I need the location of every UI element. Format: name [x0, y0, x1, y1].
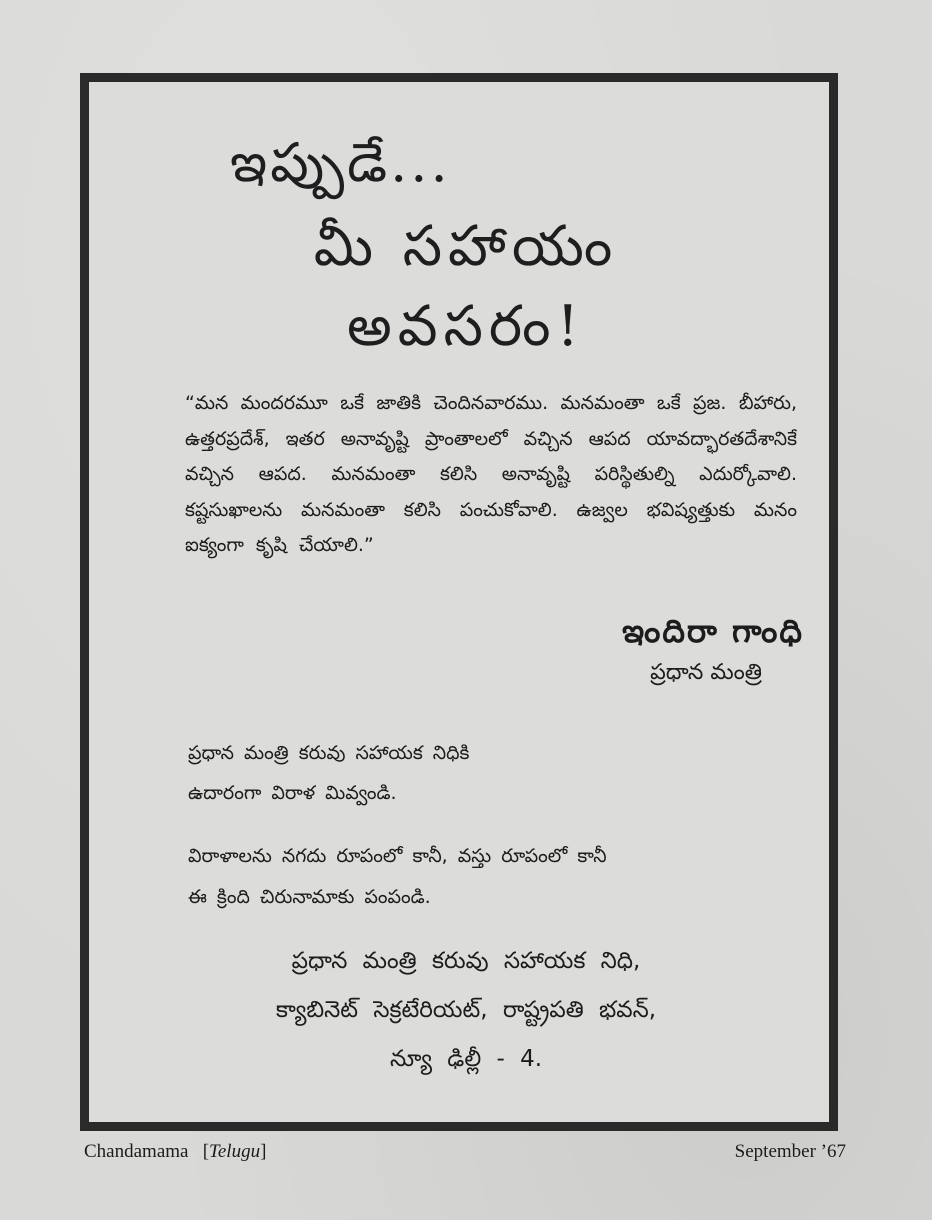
- address-line-1: ప్రధాన మంత్రి కరువు సహాయక నిధి,: [291, 948, 641, 974]
- magazine-name: Chandamama: [84, 1141, 189, 1162]
- signer-name: ఇందిరా గాంధి: [622, 612, 804, 650]
- appeal-line-3: విరాళాలను నగదు రూపంలో కానీ, వస్తు రూపంలో కానీ: [188, 845, 607, 867]
- edition-bracket-close: ]: [260, 1141, 267, 1162]
- headline-line-1: ఇప్పుడే...: [230, 131, 451, 194]
- edition-name: Telugu: [209, 1141, 261, 1162]
- appeal-line-4: ఈ క్రింది చిరునామాకు పంపండి.: [188, 886, 431, 908]
- headline-line-2: మీ సహాయం: [313, 214, 619, 279]
- appeal-line-2: ఉదారంగా విరాళ మివ్వండి.: [188, 782, 397, 804]
- quote-paragraph: “మన మందరమూ ఒకే జాతికి చెందినవారము. మనమంతా ఒకే ప్రజ. బీహారు, ఉత్తరప్రదేశ్, ఇతర అనావృష్టి ప్రాంతాలలో వచ్చిన ఆపద యావద్భారతదేశానికే వచ్చిన ఆపద. మనమంతా కలిసి అనావృష్టి పరిస్థితుల్ని ఎదుర్కోవాలి. కష్టసుఖాలను మనమంతా కలిసి పంచుకోవాలి. ఉజ్వల భవిష్యత్తుకు మనం ఐక్యంగా కృషి చేయాలి.”: [185, 392, 797, 556]
- footer-magazine: [84, 1141, 266, 1163]
- footer-issue-date: September ’67: [734, 1141, 846, 1162]
- headline-line-3: అవసరం!: [346, 294, 586, 359]
- address-line-3: న్యూ ఢిల్లీ - 4.: [389, 1046, 543, 1072]
- edition-bracket-open: [: [202, 1141, 210, 1162]
- appeal-line-1: ప్రధాన మంత్రి కరువు సహాయక నిధికి: [188, 742, 470, 764]
- signer-title: ప్రధాన మంత్రి: [650, 660, 762, 685]
- address-line-2: క్యాబినెట్ సెక్రటేరియట్, రాష్ట్రపతి భవన్,: [275, 997, 657, 1023]
